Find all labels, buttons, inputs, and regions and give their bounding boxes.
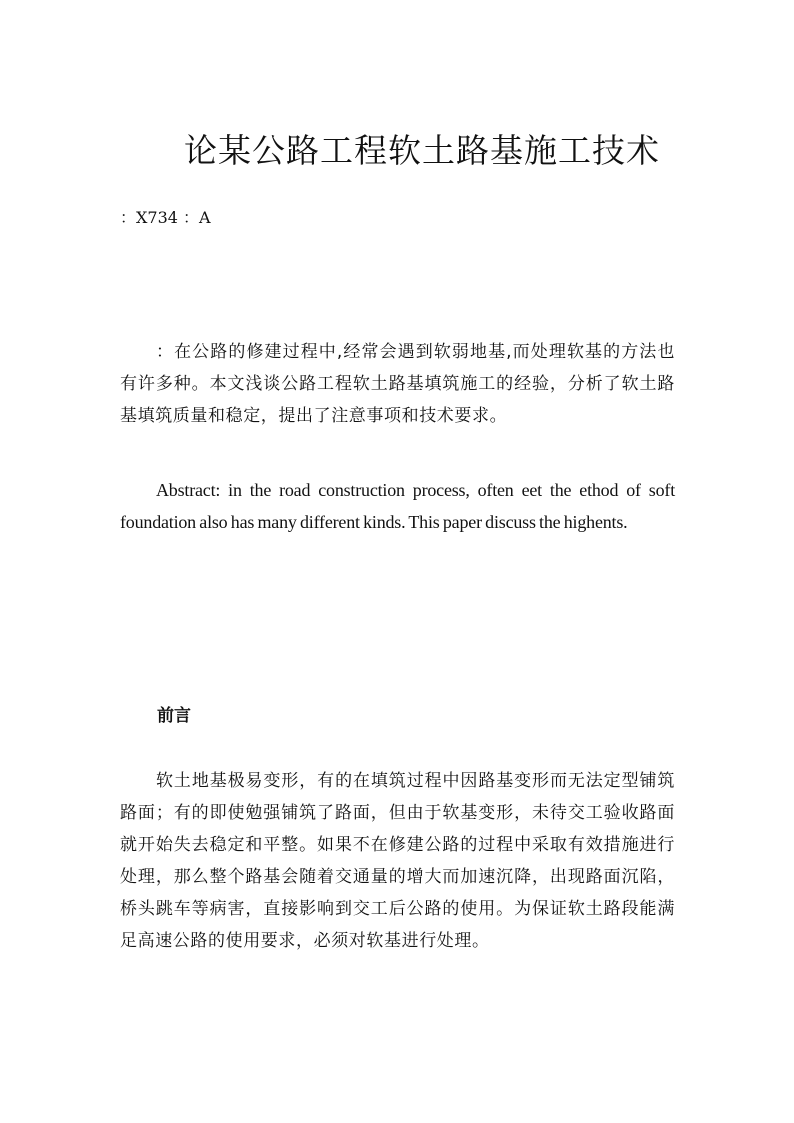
- preface-paragraph: 软土地基极易变形，有的在填筑过程中因路基变形而无法定型铺筑路面；有的即使勉强铺筑了路面，但由于软基变形，未待交工验收路面就开始失去稳定和平整。如果不在修建公路的过程中采取有效措施进行处理，那么整个路基会随着交通量的增大而加速沉降，出现路面沉陷，桥头跳车等病害，直接影响到交工后公路的使用。为保证软土路段能满足高速公路的使用要求，必须对软基进行处理。: [120, 771, 675, 951]
- english-abstract: Abstract: in the road construction process, often eet the ethod of soft foundation also has many different kinds. This paper discuss the highents.: [120, 480, 675, 532]
- document-title: 论某公路工程软土路基施工技术: [184, 131, 660, 170]
- section-heading-preface: 前言: [157, 706, 191, 726]
- classification-codes: ：X734 ：A: [120, 208, 211, 227]
- chinese-abstract: ：在公路的修建过程中,经常会遇到软弱地基,而处理软基的方法也有许多种。本文浅谈公路工程软土路基填筑施工的经验，分析了软土路基填筑质量和稳定，提出了注意事项和技术要求。: [120, 342, 675, 426]
